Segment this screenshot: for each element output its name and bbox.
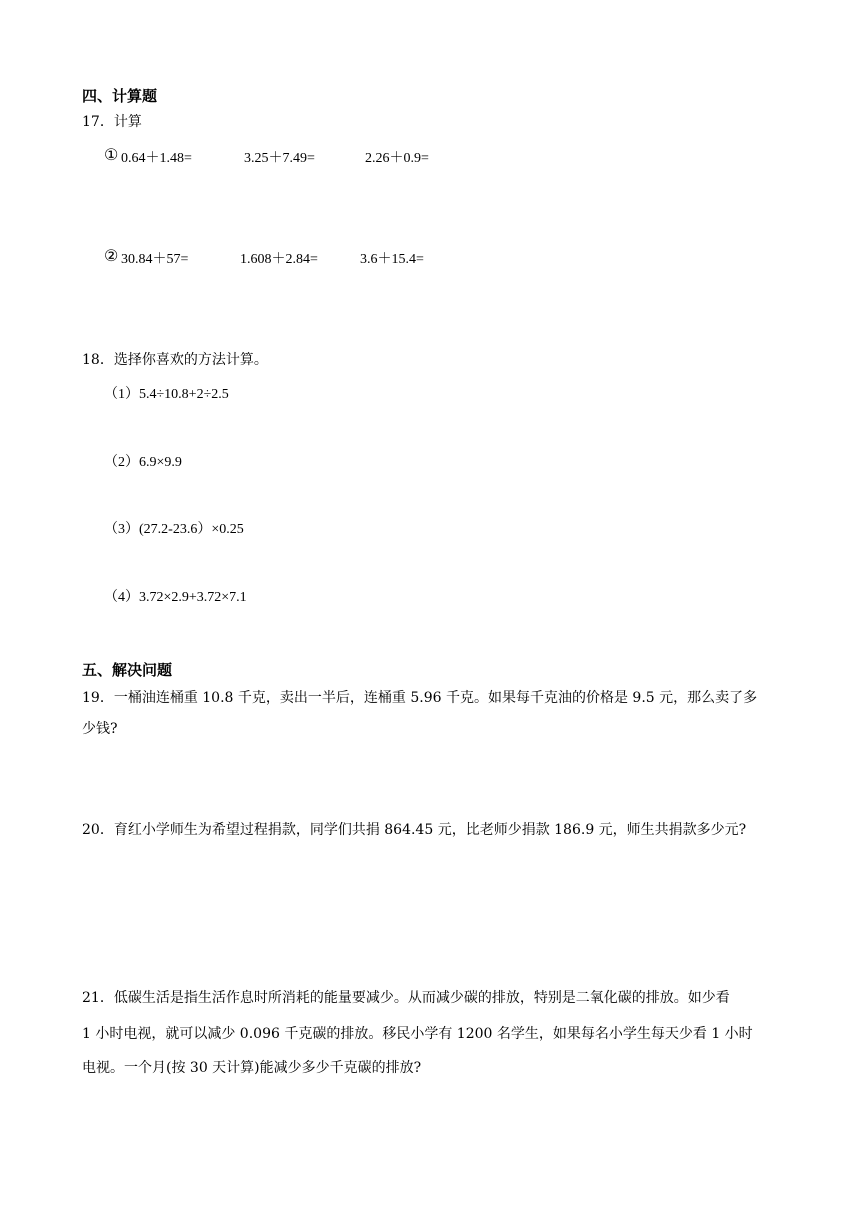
question-21-line-3: 电视。一个月(按 30 天计算)能减少多少千克碳的排放? bbox=[82, 1060, 422, 1076]
section-title-calculation: 四、计算题 bbox=[82, 87, 158, 105]
question-19-line-2: 少钱? bbox=[82, 721, 118, 737]
question-20-line-1: 20．育红小学师生为希望过程捐款，同学们共捐 864.45 元，比老师少捐款 186.9 元，师生共捐款多少元? bbox=[82, 822, 747, 838]
question-17-label: 17．计算 bbox=[82, 114, 142, 130]
expression: 2.26＋0.9= bbox=[365, 151, 429, 166]
expression: 1.608＋2.84= bbox=[240, 252, 318, 267]
question-18-item-4: （4）3.72×2.9+3.72×7.1 bbox=[104, 590, 247, 605]
section-title-problem-solving: 五、解决问题 bbox=[82, 661, 173, 679]
expression: 30.84＋57= bbox=[121, 252, 189, 267]
question-18-item-3: （3）(27.2-23.6）×0.25 bbox=[104, 522, 244, 537]
circled-number-marker: ② bbox=[104, 248, 119, 265]
circled-number-marker: ① bbox=[104, 147, 119, 164]
question-18-label: 18．选择你喜欢的方法计算。 bbox=[82, 352, 268, 368]
question-18-item-2: （2）6.9×9.9 bbox=[104, 455, 182, 470]
question-18-item-1: （1）5.4÷10.8+2÷2.5 bbox=[104, 387, 229, 402]
expression: 3.6＋15.4= bbox=[360, 252, 424, 267]
question-21-line-2: 1 小时电视，就可以减少 0.096 千克碳的排放。移民小学有 1200 名学生，如果每名小学生每天少看 1 小时 bbox=[82, 1026, 753, 1042]
expression: 0.64＋1.48= bbox=[121, 151, 192, 166]
question-19-line-1: 19．一桶油连桶重 10.8 千克，卖出一半后，连桶重 5.96 千克。如果每千克油的价格是 9.5 元，那么卖了多 bbox=[82, 690, 758, 706]
question-21-line-1: 21．低碳生活是指生活作息时所消耗的能量要减少。从而减少碳的排放，特别是二氧化碳的排放。如少看 bbox=[82, 990, 730, 1006]
expression: 3.25＋7.49= bbox=[244, 151, 315, 166]
